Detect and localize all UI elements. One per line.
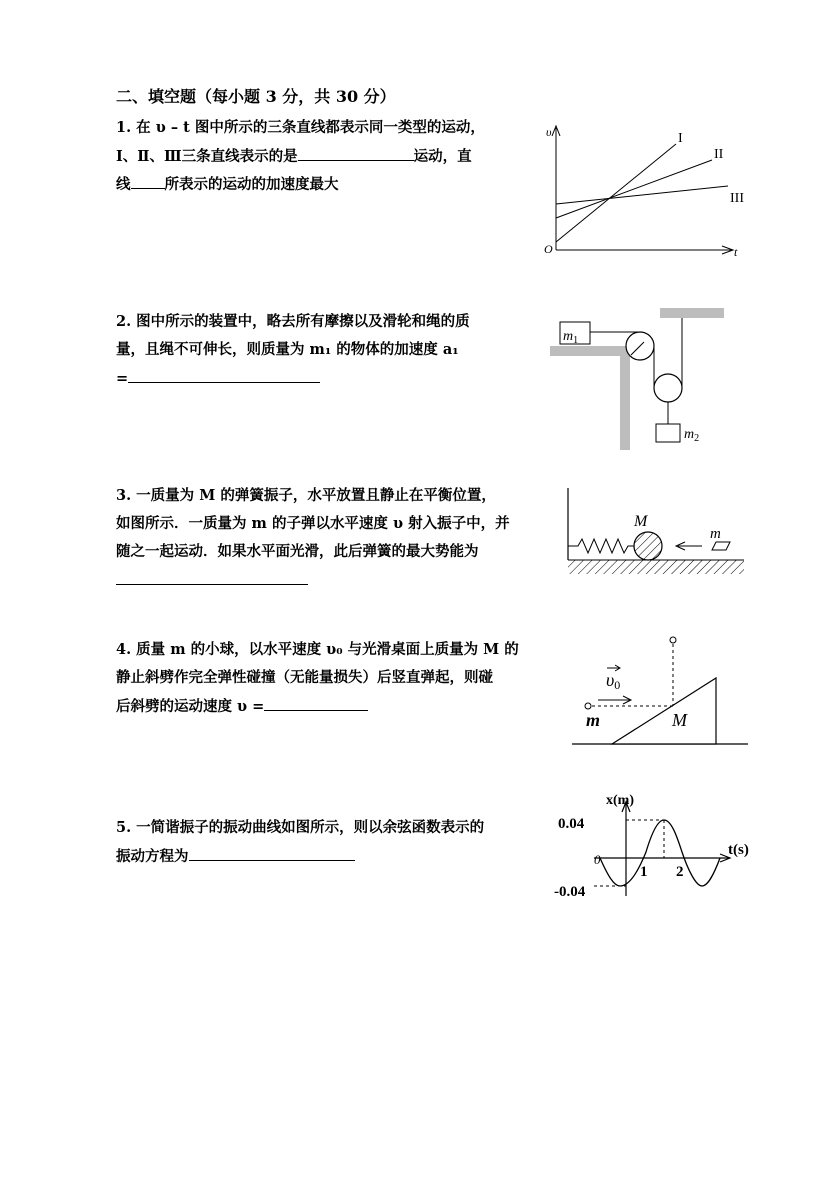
q5-origin-label: 0 [594,852,601,867]
q4-line1: 4. 质量 m 的小球，以水平速度 υ₀ 与光滑桌面上质量为 M 的 [116,641,519,658]
q3-ground-hatch [568,560,744,574]
q1-line2 [116,142,472,171]
q1-label-I: I [678,131,683,146]
q3-line3: 随之一起运动．如果水平面光滑，此后弹簧的最大势能为 [116,543,479,560]
q5-ybot-label: -0.04 [554,884,586,900]
q5-oscillation-curve [600,820,720,886]
q5-answer-blank[interactable] [189,842,355,861]
q2-line3 [116,364,320,393]
q4-line3-text: 后斜劈的运动速度 υ = [116,698,265,715]
q5-line1: 5. 一简谐振子的振动曲线如图所示，则以余弦函数表示的 [116,819,485,836]
q3-line2: 如图所示．一质量为 m 的子弹以水平速度 υ 射入振子中，并 [116,515,510,532]
q1-x-label: t [734,245,738,259]
q4-line2: 静止斜劈作完全弹性碰撞（无能量损失）后竖直弹起，则碰 [116,669,493,686]
q2-line3-eq: = [116,370,129,387]
q2-pulley-diagram [548,306,728,456]
q1-line2-a: Ⅰ、Ⅱ、Ⅲ三条直线表示的是 [116,148,298,165]
section-title: 二、填空题（每小题 3 分，共 30 分） [116,87,396,106]
q2-ceiling [660,308,724,318]
q2-table-leg [620,346,630,450]
q3-spring [568,539,634,553]
q4-line3 [116,692,368,721]
q4-v0-label: υ0 [606,670,621,692]
q2-block-m2 [656,424,680,442]
q3-answer-blank[interactable] [116,566,308,585]
q1-line1: 1. 在 υ – t 图中所示的三条直线都表示同一类型的运动， [116,119,485,136]
q5-ytop-label: 0.04 [558,816,585,832]
q1-line3-a: 线 [116,176,131,193]
q3-mass-M [634,532,662,560]
q5-t-axis-label: t(s) [728,842,749,858]
q4-M-label: M [672,710,687,730]
q2-m2-label: $m_2$ [684,427,700,444]
q3-spring-diagram [564,486,748,578]
q4-answer-blank[interactable] [264,692,368,711]
q3-M-label: M [634,513,648,530]
q3-bullet [712,542,730,550]
q1-line-II [556,160,712,218]
q1-line-III [556,186,728,204]
q1-origin-label: O [544,242,553,256]
q4-ball-before [585,703,591,709]
q1-label-III: III [730,191,744,206]
q4-wedge [612,678,716,744]
q1-label-II: II [714,147,724,162]
q1-answer-blank-2[interactable] [131,170,165,189]
q4-ball-after [670,637,676,643]
q1-answer-blank-1[interactable] [298,142,414,161]
q2-m1-label: $m_1$ [563,329,579,346]
q4-m-label: m [586,710,601,730]
q5-line2 [116,842,355,871]
q1-line3-b: 所表示的运动的加速度最大 [164,176,339,193]
q4-wedge-diagram [570,630,754,750]
q3-line4 [116,566,308,595]
q2-line1: 2. 图中所示的装置中，略去所有摩擦以及滑轮和绳的质 [116,313,470,330]
q5-y-axis-label: x(m) [606,793,634,808]
q5-tick-1-label: 1 [640,864,648,880]
q3-line1: 3. 一质量为 M 的弹簧振子，水平放置且静止在平衡位置， [116,487,496,504]
q5-line2-text: 振动方程为 [116,848,189,865]
q2-table-top [550,346,630,356]
q2-answer-blank[interactable] [128,364,320,383]
q1-vt-graph [540,120,750,260]
q2-movable-pulley [654,374,682,402]
q3-m-label: m [710,526,721,542]
q1-line3 [116,170,339,199]
q1-line2-b: 运动，直 [413,148,472,165]
q2-line2: 量，且绳不可伸长，则质量为 m₁ 的物体的加速度 a₁ [116,341,459,358]
q5-tick-2-label: 2 [676,864,684,880]
q5-oscillation-graph [552,792,760,904]
q1-y-label: υ [546,125,552,139]
